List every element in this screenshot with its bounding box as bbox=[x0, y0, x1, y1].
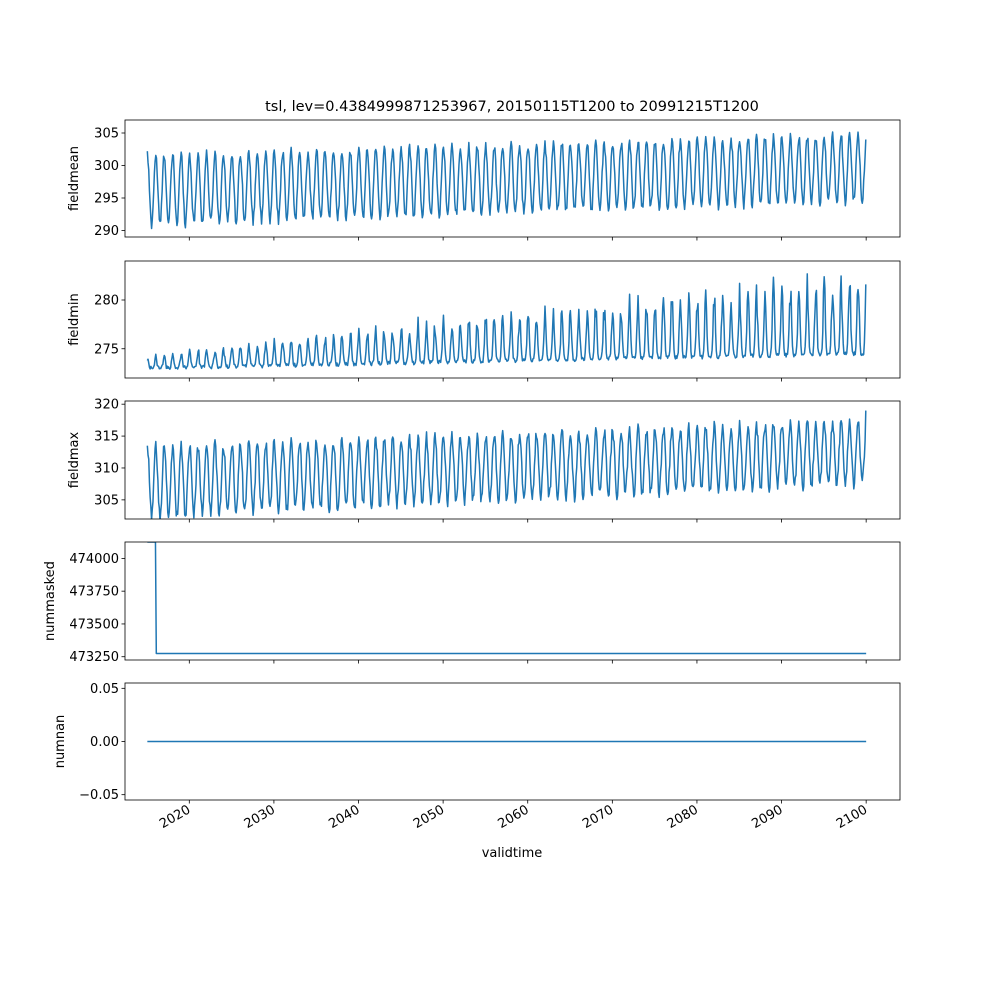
y-axis-label: fieldmin bbox=[67, 293, 82, 346]
y-tick-label: 305 bbox=[94, 126, 119, 142]
x-tick-label: 2080 bbox=[664, 802, 701, 833]
y-axis-label: numnan bbox=[53, 714, 68, 769]
y-tick-label: 310 bbox=[94, 461, 119, 477]
y-tick-label: 0.00 bbox=[90, 735, 119, 750]
x-tick-label: 2030 bbox=[241, 802, 278, 833]
y-tick-label: 473750 bbox=[69, 584, 119, 600]
y-tick-label: 290 bbox=[94, 224, 119, 239]
y-tick-label: 295 bbox=[94, 191, 119, 207]
y-tick-label: 473250 bbox=[69, 650, 119, 666]
y-tick-label: 473500 bbox=[69, 617, 119, 633]
y-tick-label: 300 bbox=[94, 159, 119, 174]
y-tick-label: 275 bbox=[94, 342, 119, 358]
y-tick-label: −0.05 bbox=[79, 788, 119, 804]
x-tick-label: 2100 bbox=[833, 802, 871, 833]
y-tick-label: 315 bbox=[94, 429, 119, 445]
y-tick-label: 305 bbox=[94, 493, 119, 509]
x-axis-label: validtime bbox=[481, 846, 543, 861]
y-axis-label: fieldmax bbox=[67, 431, 82, 489]
y-axis-label: nummasked bbox=[43, 561, 58, 641]
y-tick-label: 280 bbox=[94, 293, 119, 309]
x-tick-label: 2070 bbox=[580, 802, 617, 833]
x-tick-label: 2060 bbox=[495, 802, 532, 833]
y-tick-label: 0.05 bbox=[90, 681, 119, 697]
y-tick-label: 474000 bbox=[69, 551, 119, 567]
x-tick-label: 2040 bbox=[326, 802, 363, 833]
chart-title: tsl, lev=0.4384999871253967, 20150115T1200 to 20991215T1200 bbox=[265, 99, 759, 115]
x-tick-label: 2050 bbox=[410, 802, 448, 833]
x-tick-label: 2090 bbox=[749, 802, 786, 833]
x-tick-label: 2020 bbox=[157, 802, 194, 833]
y-axis-label: fieldmean bbox=[67, 146, 82, 211]
y-tick-label: 320 bbox=[94, 397, 119, 413]
